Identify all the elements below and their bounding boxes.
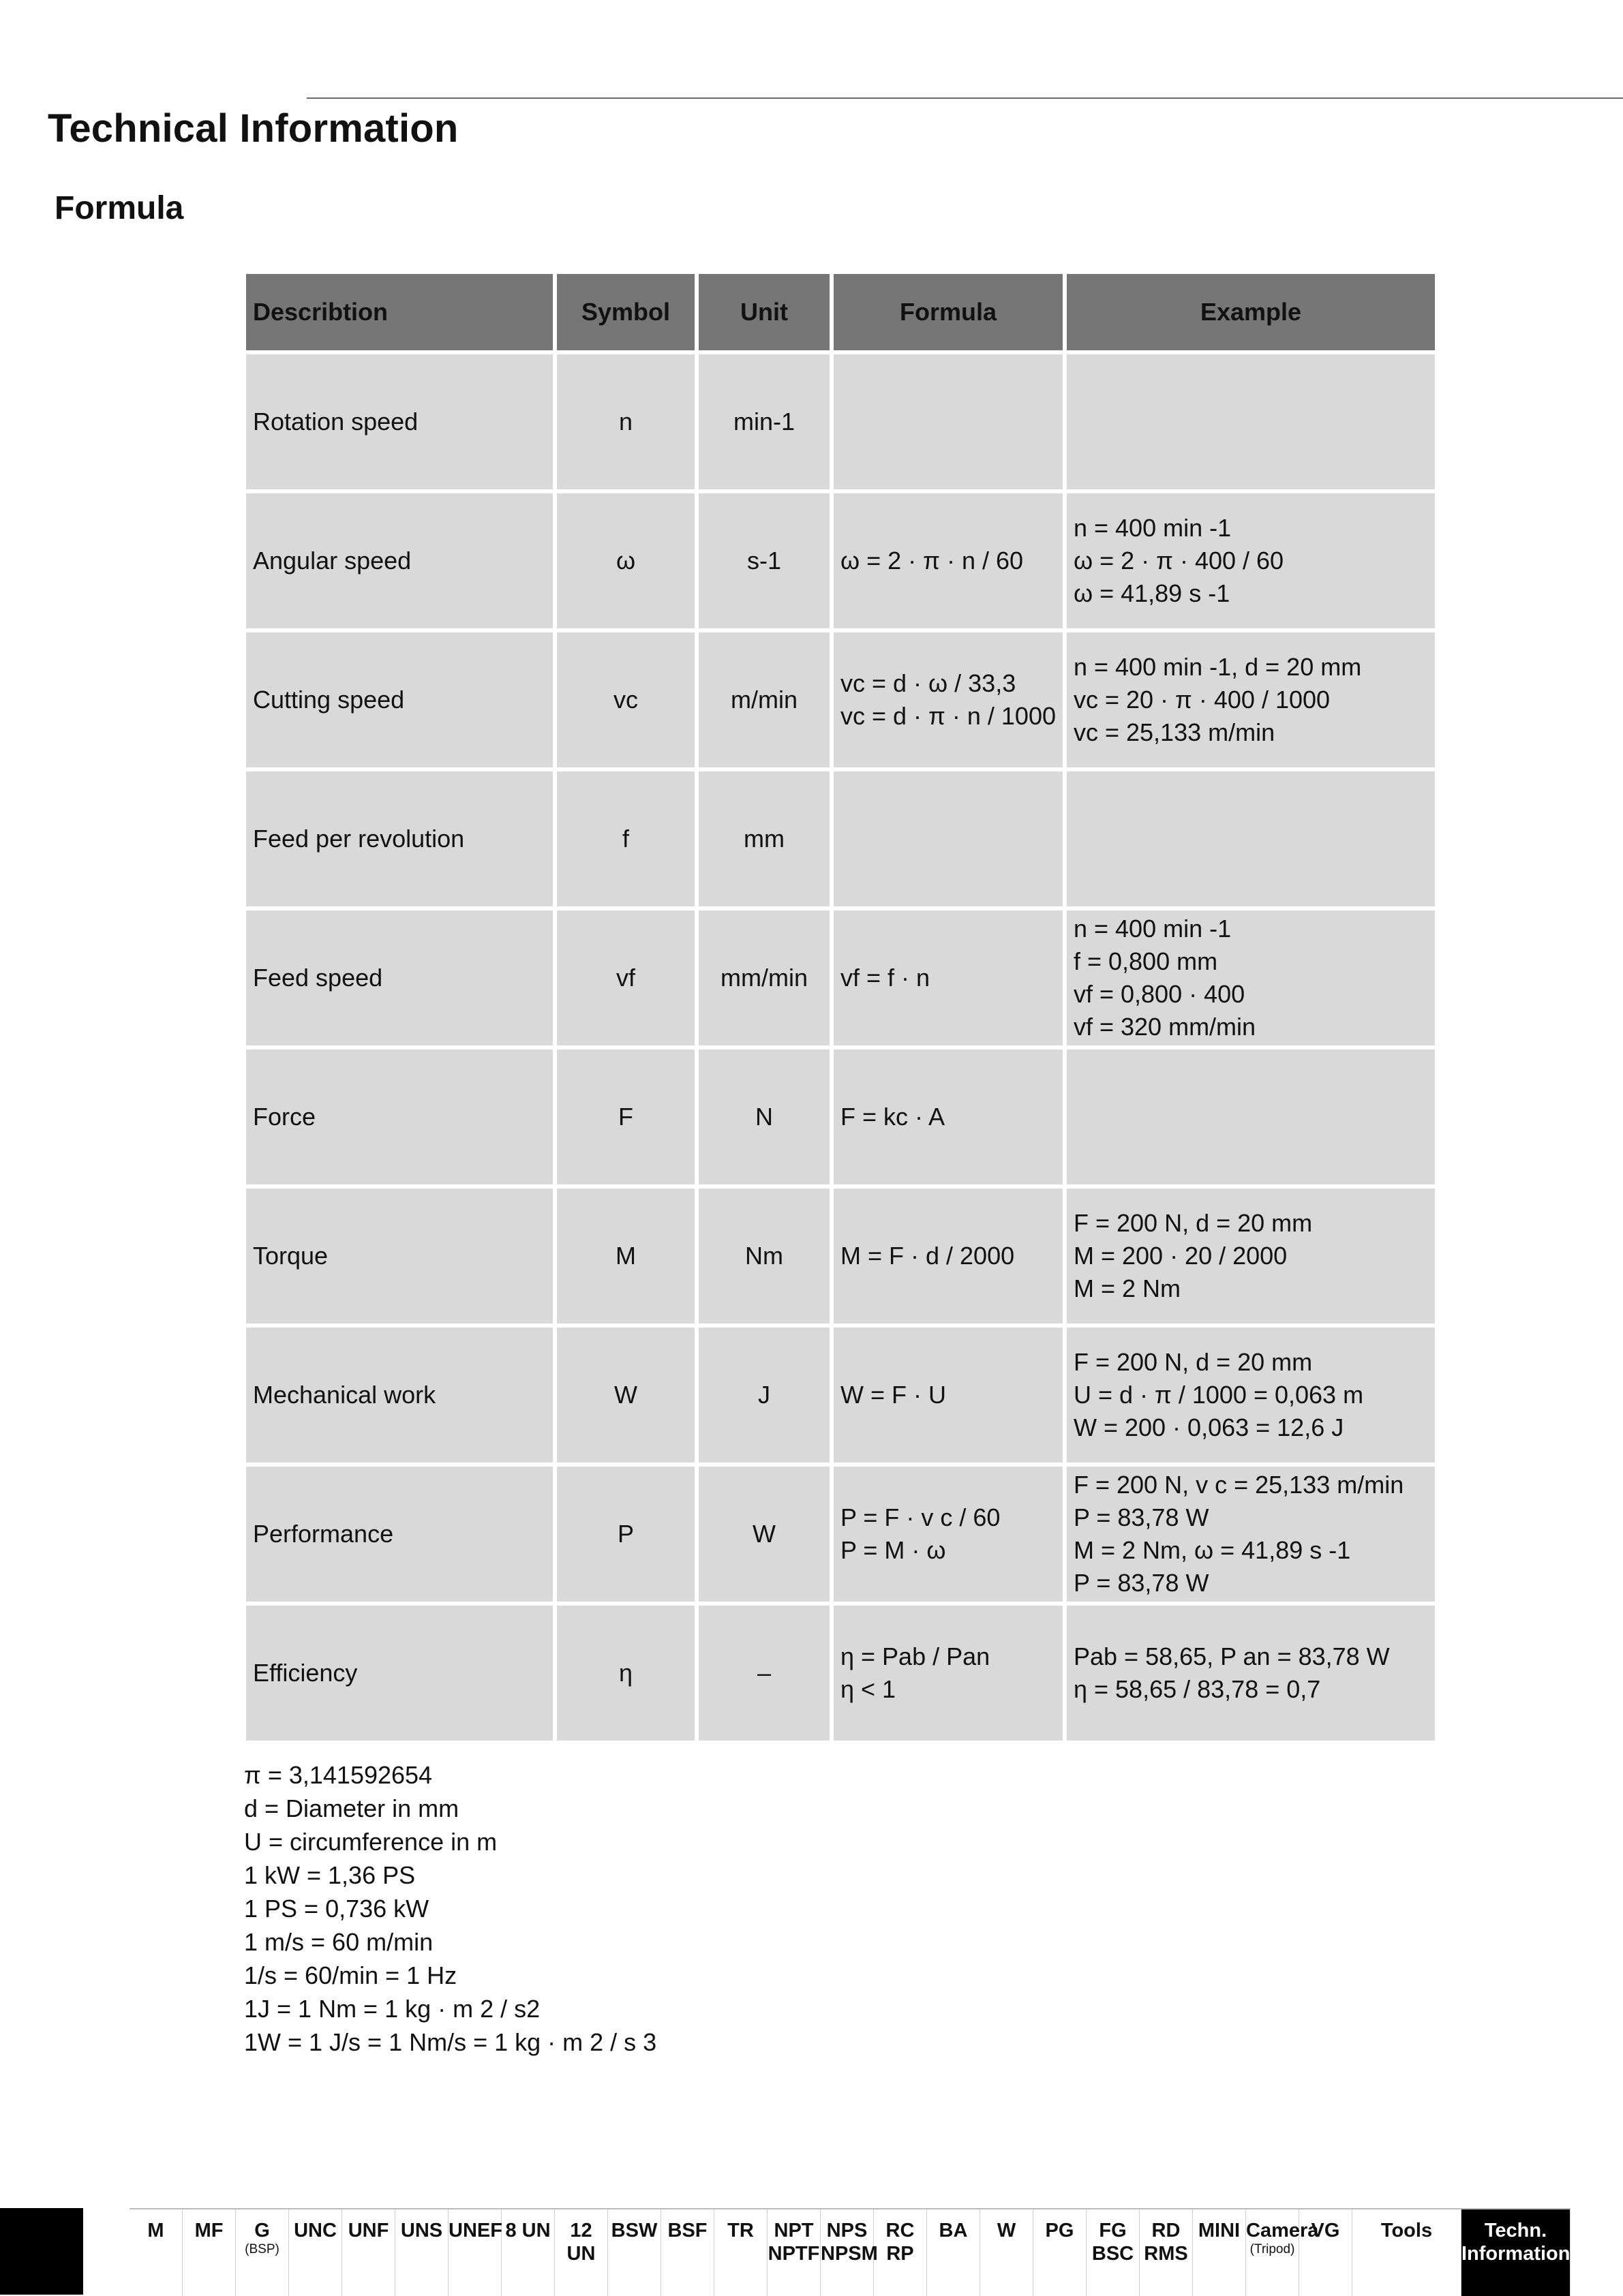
example-line: F = 200 N, d = 20 mm — [1073, 1348, 1313, 1376]
row-example — [1067, 1467, 1435, 1602]
footer-tab-label: M — [147, 2220, 164, 2241]
footer-tab-label: BSF — [667, 2220, 708, 2241]
page-title: Technical Information — [48, 106, 459, 151]
example-line: vf = 0,800 · 400 — [1073, 980, 1245, 1008]
footer-tab[interactable] — [1140, 2209, 1193, 2296]
table-row — [246, 632, 1435, 767]
formula-line: M = F · d / 2000 — [840, 1242, 1015, 1270]
formula-table — [242, 270, 1439, 1745]
footer-black-block — [0, 2208, 83, 2295]
example-line: P = 83,78 W — [1073, 1503, 1209, 1531]
footer-tab-label: BA — [939, 2220, 968, 2241]
row-formula — [834, 493, 1063, 628]
footer-tab[interactable] — [714, 2209, 768, 2296]
formula-line: P = M · ω — [840, 1536, 946, 1564]
example-line: n = 400 min -1, d = 20 mm — [1073, 653, 1362, 681]
footer-tab-label: W — [997, 2220, 1016, 2241]
footer-tab[interactable] — [874, 2209, 927, 2296]
formula-line: F = kc · A — [840, 1103, 945, 1131]
row-symbol: f — [557, 771, 695, 906]
footer-tab-label: FG BSC — [1091, 2220, 1134, 2265]
footer-tab[interactable] — [1033, 2209, 1087, 2296]
formula-line: η = Pab / Pan — [840, 1642, 990, 1670]
table-row — [246, 354, 1435, 489]
table-row — [246, 1606, 1435, 1741]
row-formula — [834, 1328, 1063, 1463]
row-symbol: vf — [557, 910, 695, 1045]
row-description: Torque — [246, 1189, 553, 1323]
note-line: d = Diameter in mm — [244, 1794, 459, 1822]
formula-line: vf = f · n — [840, 964, 930, 992]
table-row — [246, 1328, 1435, 1463]
row-unit: min-1 — [699, 354, 830, 489]
row-description: Cutting speed — [246, 632, 553, 767]
footer-tab-label: VG — [1311, 2220, 1340, 2241]
example-line: ω = 2 · π · 400 / 60 — [1073, 547, 1284, 575]
row-formula — [834, 1606, 1063, 1741]
row-formula — [834, 1050, 1063, 1184]
table-row — [246, 910, 1435, 1045]
note-line: 1W = 1 J/s = 1 Nm/s = 1 kg · m 2 / s 3 — [244, 2028, 657, 2056]
row-formula — [834, 771, 1063, 906]
footer-tab[interactable] — [980, 2209, 1033, 2296]
row-example — [1067, 354, 1435, 489]
footer-tab[interactable] — [449, 2209, 502, 2296]
row-example — [1067, 1050, 1435, 1184]
row-example — [1067, 493, 1435, 628]
row-formula — [834, 632, 1063, 767]
example-line: f = 0,800 mm — [1073, 947, 1218, 975]
table-row — [246, 493, 1435, 628]
note-line: 1J = 1 Nm = 1 kg · m 2 / s2 — [244, 1995, 541, 2023]
row-example — [1067, 1606, 1435, 1741]
footer-tab[interactable] — [1461, 2209, 1571, 2296]
row-example — [1067, 1189, 1435, 1323]
header-rule — [307, 97, 1623, 99]
footer-tab-label: 12 UN — [566, 2220, 596, 2265]
footer-tab-label: 8 UN — [505, 2220, 551, 2241]
col-unit: Unit — [699, 274, 830, 350]
row-unit: Nm — [699, 1189, 830, 1323]
footer-tab-sub: (BSP) — [245, 2242, 279, 2256]
row-symbol: η — [557, 1606, 695, 1741]
row-example — [1067, 632, 1435, 767]
note-line: 1 m/s = 60 m/min — [244, 1928, 434, 1956]
footer-tab-label: UNF — [348, 2220, 389, 2241]
example-line: n = 400 min -1 — [1073, 915, 1232, 943]
footer-tab-label: MF — [194, 2220, 224, 2241]
row-formula — [834, 1189, 1063, 1323]
footer-tab-label: Camera — [1246, 2220, 1319, 2241]
col-symbol: Symbol — [557, 274, 695, 350]
row-formula — [834, 910, 1063, 1045]
footer-tab[interactable] — [502, 2209, 555, 2296]
row-formula — [834, 354, 1063, 489]
footer-tab[interactable] — [183, 2209, 236, 2296]
row-symbol: vc — [557, 632, 695, 767]
footer-tab-label: PG — [1045, 2220, 1074, 2241]
footer-tab[interactable] — [927, 2209, 980, 2296]
example-line: P = 83,78 W — [1073, 1569, 1209, 1597]
footer-tab[interactable] — [1087, 2209, 1140, 2296]
footer-tab[interactable] — [1299, 2209, 1352, 2296]
row-symbol: W — [557, 1328, 695, 1463]
footer-tab[interactable] — [1246, 2209, 1319, 2296]
footer-tab-label: UNC — [294, 2220, 337, 2241]
table-row — [246, 1189, 1435, 1323]
footer-tab-label: G — [254, 2220, 270, 2241]
footer-tab[interactable] — [342, 2209, 395, 2296]
note-line: U = circumference in m — [244, 1828, 498, 1856]
note-line: 1 kW = 1,36 PS — [244, 1861, 416, 1889]
row-description: Force — [246, 1050, 553, 1184]
row-example — [1067, 771, 1435, 906]
note-line: 1 PS = 0,736 kW — [244, 1895, 429, 1923]
row-description: Feed speed — [246, 910, 553, 1045]
example-line: η = 58,65 / 83,78 = 0,7 — [1073, 1675, 1321, 1703]
footer-tab[interactable] — [130, 2209, 183, 2296]
row-description: Rotation speed — [246, 354, 553, 489]
col-description: Describtion — [246, 274, 553, 350]
thread-tabs — [130, 2208, 1571, 2296]
example-line: U = d · π / 1000 = 0,063 m — [1073, 1381, 1364, 1409]
section-title: Formula — [55, 190, 184, 226]
table-row — [246, 771, 1435, 906]
row-description: Performance — [246, 1467, 553, 1602]
row-formula — [834, 1467, 1063, 1602]
example-line: F = 200 N, d = 20 mm — [1073, 1209, 1313, 1237]
example-line: W = 200 · 0,063 = 12,6 J — [1073, 1413, 1344, 1441]
row-unit: m/min — [699, 632, 830, 767]
footer-tab[interactable] — [1352, 2209, 1461, 2296]
formula-line: η < 1 — [840, 1675, 896, 1703]
note-line: π = 3,141592654 — [244, 1761, 433, 1789]
note-line: 1/s = 60/min = 1 Hz — [244, 1961, 457, 1989]
formula-line: W = F · U — [840, 1381, 946, 1409]
footer-tab[interactable] — [289, 2209, 342, 2296]
row-unit: mm/min — [699, 910, 830, 1045]
table-row — [246, 1467, 1435, 1602]
example-line: Pab = 58,65, P an = 83,78 W — [1073, 1642, 1390, 1670]
footer-tab[interactable] — [236, 2209, 289, 2296]
footer-tab-label: BSW — [611, 2220, 658, 2241]
footer-tab[interactable] — [395, 2209, 449, 2296]
footer-tab[interactable] — [661, 2209, 714, 2296]
row-unit: s-1 — [699, 493, 830, 628]
footer-tab-label: RD RMS — [1144, 2220, 1188, 2265]
row-description: Angular speed — [246, 493, 553, 628]
example-line: M = 200 · 20 / 2000 — [1073, 1242, 1288, 1270]
footer-tab-label: UNEF — [449, 2220, 502, 2241]
footer-tab-label: Tools — [1380, 2220, 1433, 2241]
footer-tab-label: NPS NPSM — [821, 2220, 878, 2265]
example-line: F = 200 N, v c = 25,133 m/min — [1073, 1471, 1404, 1499]
formula-line: P = F · v c / 60 — [840, 1503, 1001, 1531]
notes-block — [244, 1758, 656, 2059]
row-symbol: P — [557, 1467, 695, 1602]
row-unit: J — [699, 1328, 830, 1463]
row-example — [1067, 1328, 1435, 1463]
row-unit: – — [699, 1606, 830, 1741]
row-example — [1067, 910, 1435, 1045]
footer-tab[interactable] — [555, 2209, 608, 2296]
example-line: vc = 20 · π · 400 / 1000 — [1073, 686, 1331, 714]
row-symbol: M — [557, 1189, 695, 1323]
row-symbol: n — [557, 354, 695, 489]
example-line: n = 400 min -1 — [1073, 514, 1232, 542]
example-line: ω = 41,89 s -1 — [1073, 579, 1230, 607]
formula-line: vc = d · ω / 33,3 — [840, 669, 1016, 697]
formula-line: ω = 2 · π · n / 60 — [840, 547, 1024, 575]
footer-nav — [0, 2208, 1623, 2295]
row-unit: mm — [699, 771, 830, 906]
example-line: vc = 25,133 m/min — [1073, 718, 1275, 746]
row-symbol: ω — [557, 493, 695, 628]
table-header-row — [246, 274, 1435, 350]
example-line: vf = 320 mm/min — [1073, 1013, 1256, 1041]
footer-tab-label: UNS — [400, 2220, 443, 2241]
example-line: M = 2 Nm — [1073, 1274, 1181, 1302]
footer-tab-label: NPT NPTF — [768, 2220, 820, 2265]
table-row — [246, 1050, 1435, 1184]
row-description: Mechanical work — [246, 1328, 553, 1463]
row-description: Feed per revolution — [246, 771, 553, 906]
footer-tab[interactable] — [608, 2209, 661, 2296]
footer-tab-label: RC RP — [885, 2220, 915, 2265]
row-unit: N — [699, 1050, 830, 1184]
footer-tab[interactable] — [821, 2209, 878, 2296]
footer-tab-label: MINI — [1198, 2220, 1241, 2241]
row-symbol: F — [557, 1050, 695, 1184]
footer-tab-label: Techn. Information — [1461, 2220, 1571, 2265]
footer-tab-label: TR — [727, 2220, 754, 2241]
footer-tab[interactable] — [1193, 2209, 1246, 2296]
footer-tab-sub: (Tripod) — [1249, 2242, 1295, 2256]
col-formula: Formula — [834, 274, 1063, 350]
row-unit: W — [699, 1467, 830, 1602]
example-line: M = 2 Nm, ω = 41,89 s -1 — [1073, 1536, 1351, 1564]
col-example: Example — [1067, 274, 1435, 350]
footer-tab[interactable] — [768, 2209, 821, 2296]
row-description: Efficiency — [246, 1606, 553, 1741]
formula-line: vc = d · π · n / 1000 — [840, 702, 1056, 730]
